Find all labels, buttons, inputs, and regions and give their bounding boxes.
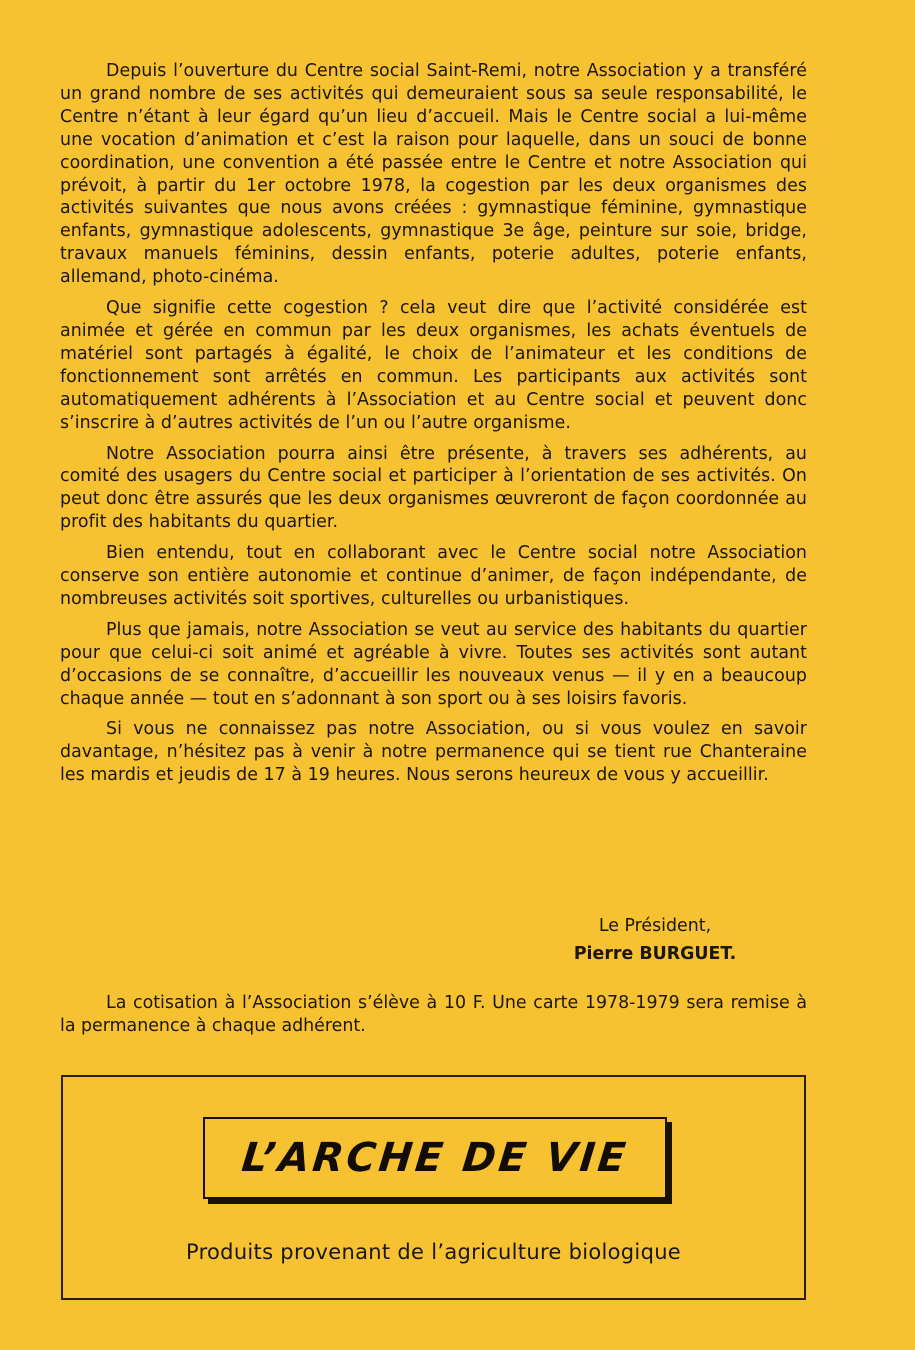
advert-logo-frame	[203, 1117, 667, 1199]
article-body	[60, 60, 807, 795]
paragraph-2: Que signifie cette cogestion ? cela veut dire que l’activité considérée est animée et gérée en commun par les deux organismes, les achats éventuels de matériel sont partagés à égalité, le choix de l’animateur et les conditions de fonctionnement sont arrêtés en commun. Les participants aux activités sont automatiquement adhérents à l’Association et au Centre social et peuvent donc s’inscrire à d’autres activités de l’un ou l’autre organisme.	[60, 298, 807, 433]
signature-block	[540, 912, 770, 968]
paragraph-3: Notre Association pourra ainsi être présente, à travers ses adhérents, au comité des usagers du Centre social et participer à l’orientation de ses activités. On peut donc être assurés que les deux organismes œuvreront de façon coordonnée au profit des habitants du quartier.	[60, 443, 807, 533]
paragraph-1: Depuis l’ouverture du Centre social Saint-Remi, notre Association y a transféré un grand nombre de ses activités qui demeuraient sous sa seule responsabilité, le Centre n’étant à leur égard qu’un lieu d’accueil. Mais le Centre social a lui-même une vocation d’animation et c’est la raison pour laquelle, dans un souci de bonne coordination, une convention a été passée entre le Centre et notre Association qui prévoit, à partir du 1er octobre 1978, la cogestion par les deux organismes des activités suivantes que nous avons créées : gymnastique féminine, gymnastique enfants, gymnastique adolescents, gymnastique 3e âge, peinture sur soie, bridge, travaux manuels féminins, dessin enfants, poterie adultes, poterie enfants, allemand, photo-cinéma.	[60, 61, 807, 288]
paragraph-5: Plus que jamais, notre Association se veut au service des habitants du quartier pour que celui-ci soit animé et agréable à vivre. Toutes ses activités sont autant d’occasions de se connaître, d’accueillir les nouveaux venus — il y en a beaucoup chaque année — tout en s’adonnant à son sport ou à ses loisirs favoris.	[60, 619, 807, 709]
advert-tagline: Produits provenant de l’agriculture biologique	[185, 1240, 682, 1264]
paragraph-6: Si vous ne connaissez pas notre Association, ou si vous voulez en savoir davantage, n’hésitez pas à venir à notre permanence qui se tient rue Chanteraine les mardis et jeudis de 17 à 19 heures. Nous serons heureux de vous y accueillir.	[60, 719, 807, 786]
paragraph-4: Bien entendu, tout en collaborant avec le Centre social notre Association conserve son entière autonomie et continue d’animer, de façon indépendante, de nombreuses activités soit sportives, culturelles ou urbanistiques.	[60, 543, 807, 609]
advertisement-box	[61, 1075, 806, 1300]
membership-fee-note: La cotisation à l’Association s’élève à 10 F. Une carte 1978-1979 sera remise à la permanence à chaque adhérent.	[60, 993, 807, 1036]
signature-name: Pierre BURGUET.	[573, 944, 737, 964]
advert-logo: L’ARCHE DE VIE	[239, 1135, 631, 1181]
signature-title: Le Président,	[598, 916, 712, 936]
